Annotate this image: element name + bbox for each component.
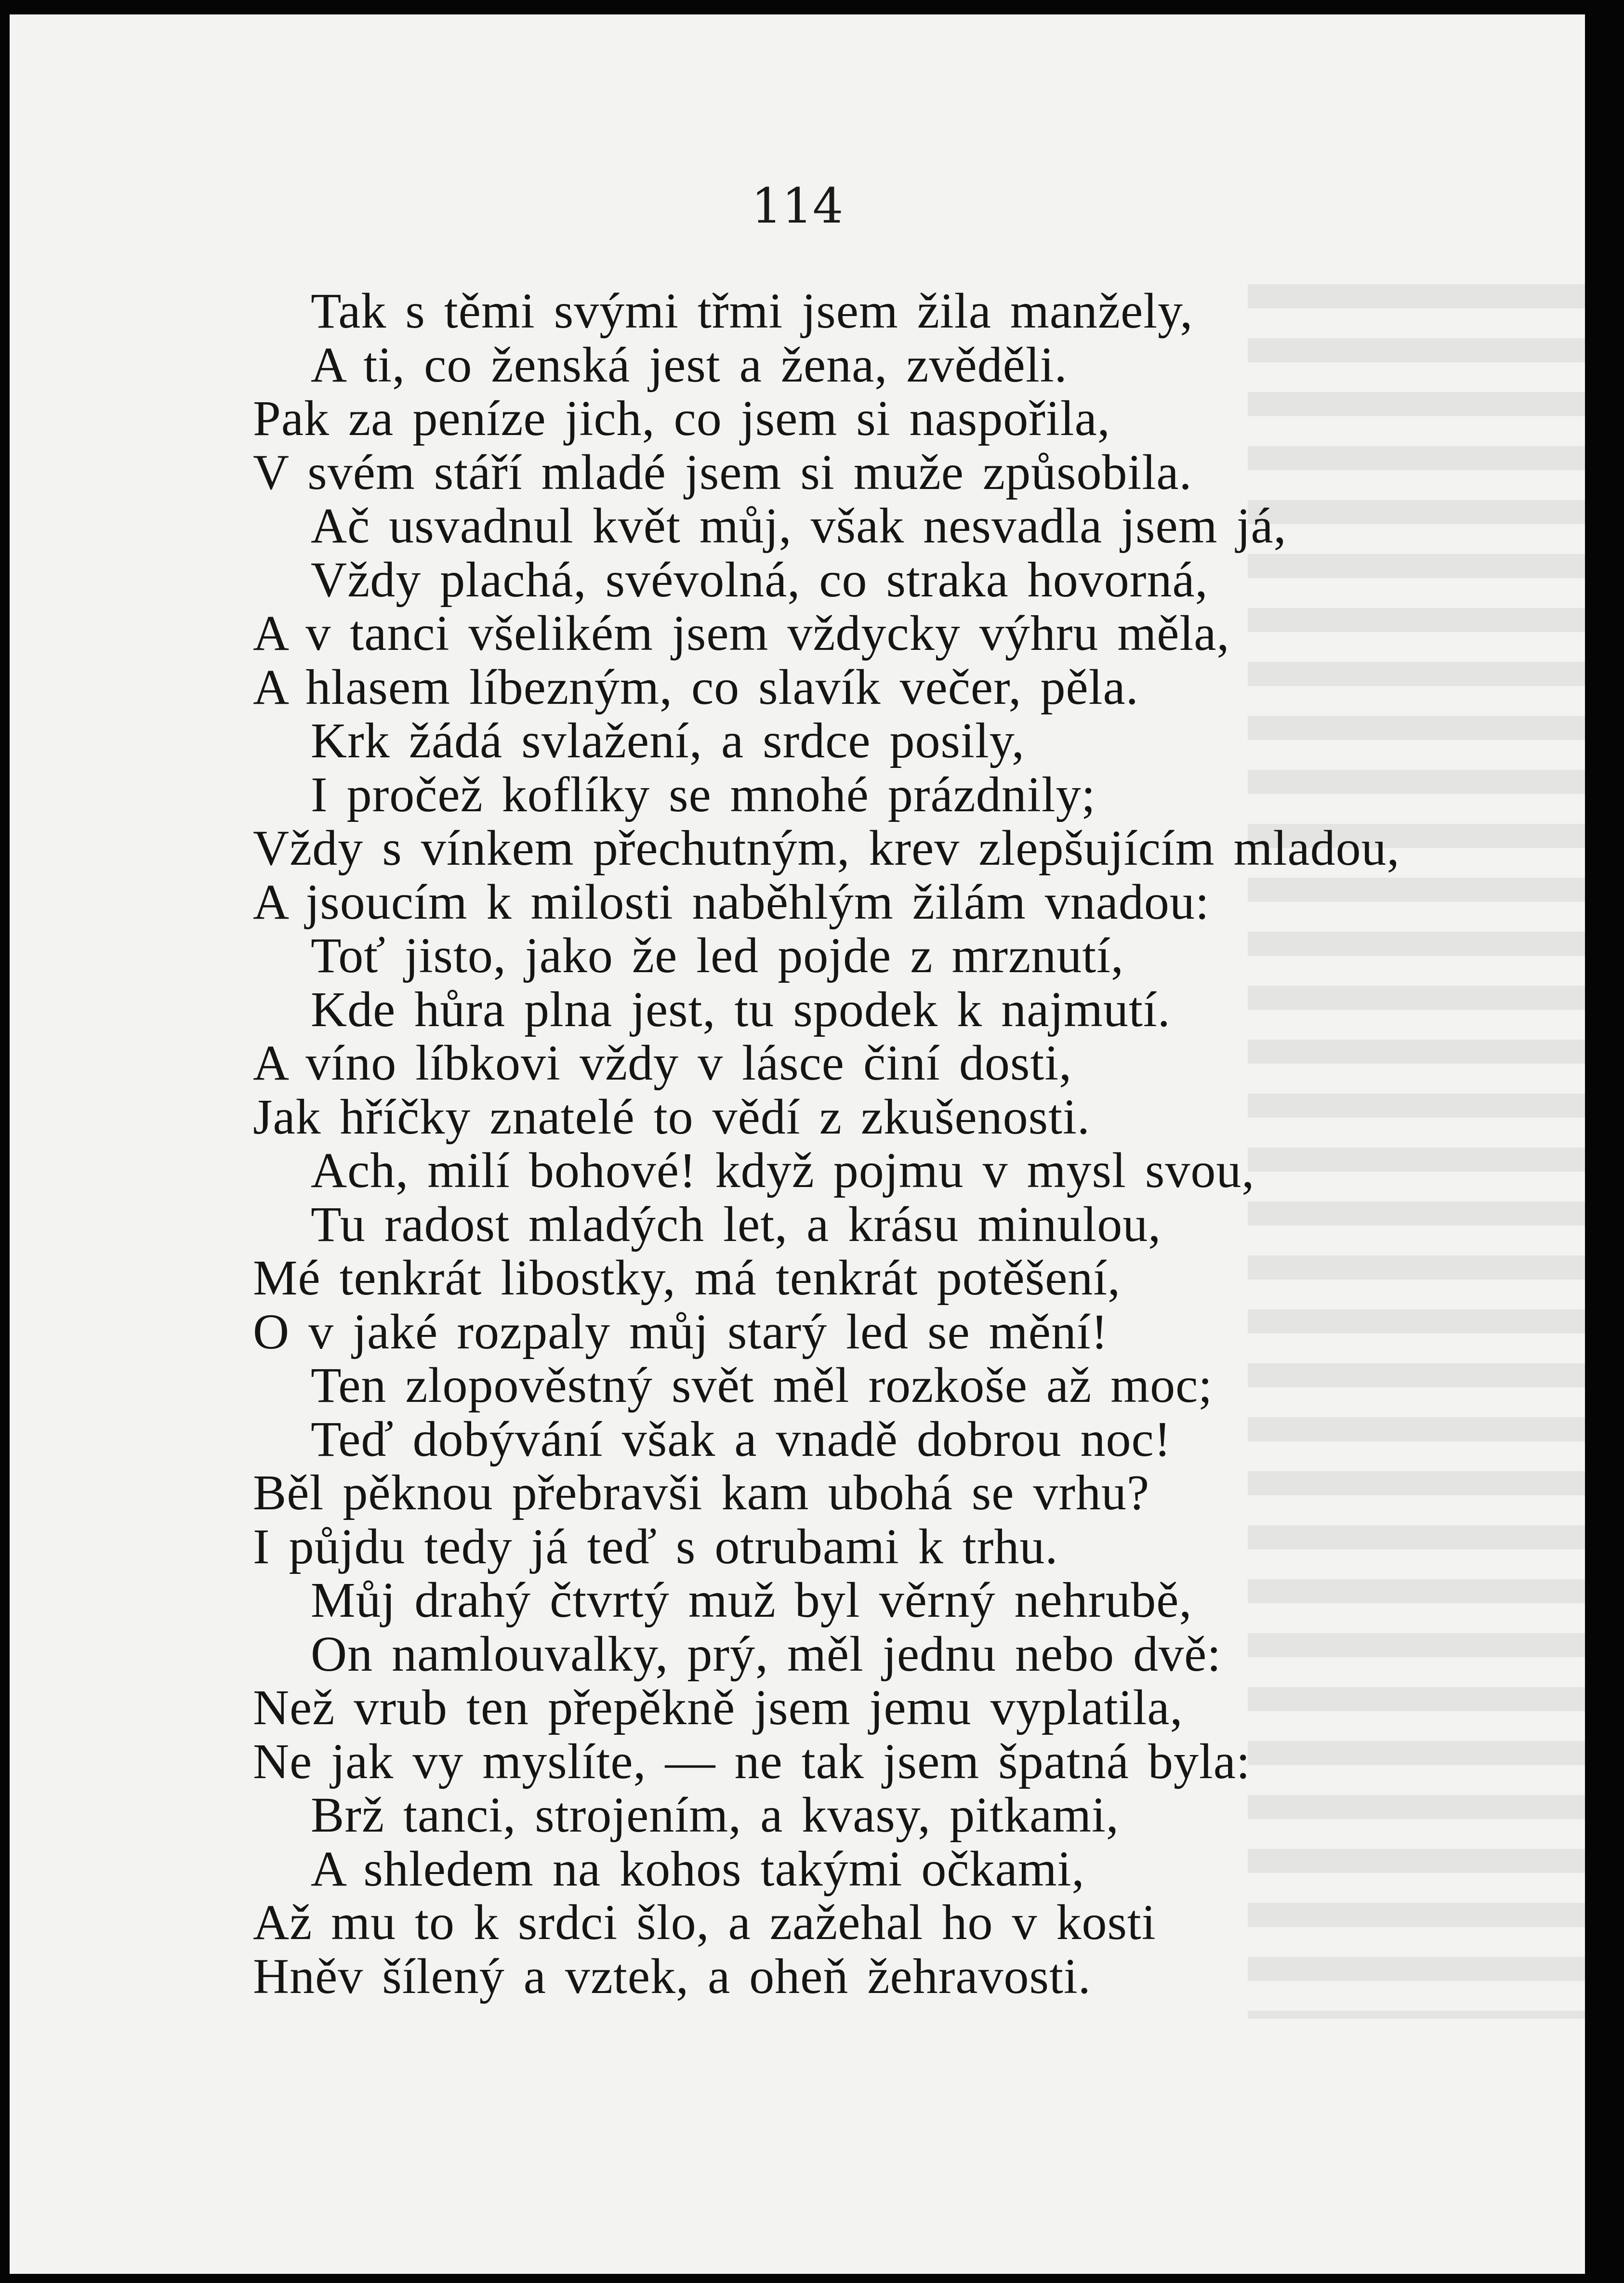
poem-line: Mé tenkrát libostky, má tenkrát potěšení, — [253, 1250, 1121, 1306]
poem-line: Ach, milí bohové! když pojmu v mysl svou, — [311, 1143, 1255, 1198]
poem-line: I půjdu tedy já teď s otrubami k trhu. — [253, 1519, 1058, 1574]
poem-line: A shledem na kohos takými očkami, — [311, 1841, 1085, 1897]
poem-line: A víno líbkovi vždy v lásce činí dosti, — [253, 1035, 1072, 1091]
poem-line: Toť jisto, jako že led pojde z mrznutí, — [311, 928, 1124, 983]
poem-line: Běl pěknou přebravši kam ubohá se vrhu? — [253, 1465, 1150, 1520]
poem-line: A hlasem líbezným, co slavík večer, pěla. — [253, 660, 1139, 715]
poem-line: A v tanci všelikém jsem vždycky výhru měla, — [253, 606, 1230, 661]
poem-line: O v jaké rozpaly můj starý led se mění! — [253, 1304, 1109, 1359]
show-through-texture — [1248, 284, 1585, 2019]
poem-line: Krk žádá svlažení, a srdce posily, — [311, 713, 1025, 768]
poem-line: Pak za peníze jich, co jsem si naspořila, — [253, 391, 1110, 446]
poem-line: On namlouvalky, prý, měl jednu nebo dvě: — [311, 1626, 1222, 1682]
poem-line: A jsoucím k milosti naběhlým žilám vnadou: — [253, 874, 1210, 930]
poem-line: Vždy plachá, svévolná, co straka hovorná, — [311, 552, 1208, 607]
poem-line: Ten zlopověstný svět měl rozkoše až moc; — [311, 1358, 1213, 1413]
poem-line: Než vrub ten přepěkně jsem jemu vyplatila, — [253, 1680, 1183, 1735]
poem-line: Hněv šílený a vztek, a oheň žehravosti. — [253, 1949, 1091, 2004]
poem-line: Tak s těmi svými třmi jsem žila manžely, — [311, 283, 1193, 339]
poem-line: Můj drahý čtvrtý muž byl věrný nehrubě, — [311, 1572, 1192, 1628]
poem-line: I pročež koflíky se mnohé prázdnily; — [311, 767, 1096, 822]
poem-line: Kde hůra plna jest, tu spodek k najmutí. — [311, 982, 1171, 1037]
poem-line: Vždy s vínkem přechutným, krev zlepšujícím mladou, — [253, 820, 1400, 876]
poem-line: V svém stáří mladé jsem si muže způsobila. — [253, 445, 1192, 500]
poem-line: Tu radost mladých let, a krásu minulou, — [311, 1197, 1162, 1252]
poem-line: Brž tanci, strojením, a kvasy, pitkami, — [311, 1787, 1119, 1843]
poem-line: Ač usvadnul květ můj, však nesvadla jsem já, — [311, 498, 1287, 554]
poem-line: Teď dobývání však a vnadě dobrou noc! — [311, 1412, 1172, 1467]
page-number: 114 — [751, 178, 844, 234]
poem-line: A ti, co ženská jest a žena, zvěděli. — [311, 337, 1068, 393]
poem-line: Jak hříčky znatelé to vědí z zkušenosti. — [253, 1089, 1090, 1145]
book-page — [10, 14, 1585, 2274]
poem-line: Až mu to k srdci šlo, a zažehal ho v kosti — [253, 1895, 1156, 1950]
poem-line: Ne jak vy myslíte, — ne tak jsem špatná byla: — [253, 1734, 1251, 1789]
